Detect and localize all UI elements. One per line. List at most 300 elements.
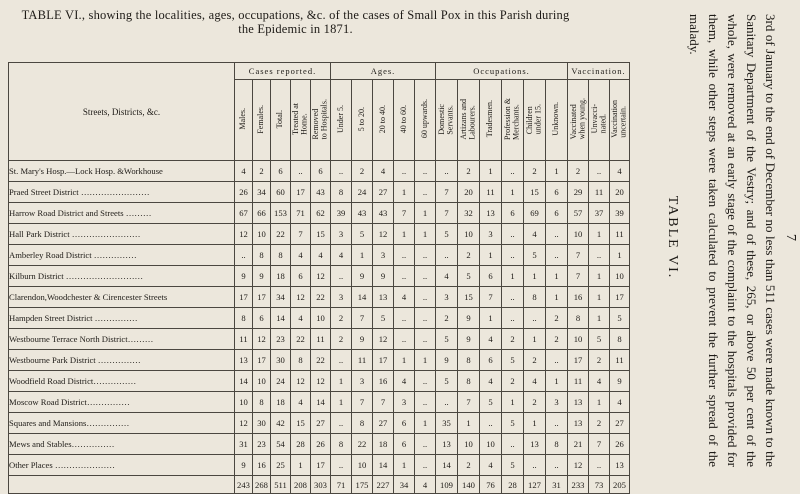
table-row	[9, 434, 630, 455]
value-cell: 5	[589, 329, 610, 350]
value-cell: 1	[394, 350, 415, 371]
value-cell: 1	[524, 413, 546, 434]
street-name-cell: Clarendon,Woodchester & Cirencester Streets	[9, 287, 235, 308]
value-cell: 8	[458, 371, 480, 392]
column-header-label: Vaccination uncertain.	[610, 100, 628, 138]
value-cell: 11	[480, 182, 502, 203]
value-cell: 1	[589, 392, 610, 413]
value-cell: 27	[311, 413, 331, 434]
value-cell: 10	[458, 224, 480, 245]
column-header	[253, 80, 271, 161]
value-cell: 2	[589, 413, 610, 434]
value-cell: 16	[253, 455, 271, 476]
value-cell: 27	[373, 413, 394, 434]
value-cell: 4	[311, 245, 331, 266]
value-cell: 1	[394, 182, 415, 203]
table-row	[9, 392, 630, 413]
value-cell: 10	[311, 308, 331, 329]
value-cell: 35	[436, 413, 458, 434]
value-cell: 21	[568, 434, 589, 455]
value-cell: 14	[373, 455, 394, 476]
value-cell: ..	[331, 161, 352, 182]
value-cell: 7	[436, 182, 458, 203]
value-cell: 26	[235, 182, 253, 203]
value-cell: 7	[568, 266, 589, 287]
value-cell: 5	[480, 392, 502, 413]
value-cell: 17	[373, 350, 394, 371]
value-cell: 5	[436, 224, 458, 245]
value-cell: 2	[546, 329, 568, 350]
total-cell: 511	[271, 476, 291, 494]
value-cell: 39	[610, 203, 630, 224]
value-cell: 8	[291, 350, 311, 371]
table-row	[9, 161, 630, 182]
total-cell: 205	[610, 476, 630, 494]
column-header	[235, 80, 253, 161]
total-cell: 71	[331, 476, 352, 494]
value-cell: 4	[291, 392, 311, 413]
value-cell: 8	[235, 308, 253, 329]
value-cell: 1	[610, 245, 630, 266]
value-cell: 4	[291, 245, 311, 266]
table-row	[9, 371, 630, 392]
value-cell: 27	[373, 182, 394, 203]
value-cell: 1	[331, 392, 352, 413]
ages-header: Ages.	[331, 63, 436, 80]
value-cell: 29	[568, 182, 589, 203]
street-name-cell: Other Places …………………	[9, 455, 235, 476]
street-name-cell: Woodfield Road District……………	[9, 371, 235, 392]
column-header-label: Children under 15.	[525, 103, 543, 135]
value-cell: 1	[291, 455, 311, 476]
total-cell: 4	[415, 476, 436, 494]
value-cell: ..	[394, 308, 415, 329]
value-cell: 9	[235, 266, 253, 287]
value-cell: 7	[458, 392, 480, 413]
value-cell: 8	[331, 182, 352, 203]
value-cell: 10	[610, 266, 630, 287]
total-cell: 76	[480, 476, 502, 494]
value-cell: 8	[271, 245, 291, 266]
total-cell: 31	[546, 476, 568, 494]
value-cell: 1	[394, 455, 415, 476]
value-cell: 28	[291, 434, 311, 455]
value-cell: 3	[394, 392, 415, 413]
column-header	[524, 80, 546, 161]
column-header-label: Domestic Servants.	[437, 103, 455, 135]
value-cell: 7	[394, 203, 415, 224]
value-cell: 9	[458, 329, 480, 350]
value-cell: 14	[436, 455, 458, 476]
value-cell: 13	[235, 350, 253, 371]
street-name-cell: Moscow Road District……………	[9, 392, 235, 413]
value-cell: ..	[502, 308, 524, 329]
value-cell: 10	[235, 392, 253, 413]
value-cell: 6	[546, 182, 568, 203]
value-cell: 4	[524, 371, 546, 392]
value-cell: 25	[271, 455, 291, 476]
value-cell: 6	[394, 434, 415, 455]
column-header	[502, 80, 524, 161]
value-cell: 2	[502, 371, 524, 392]
column-header-label: Under 5.	[335, 105, 345, 133]
body-paragraph: 3rd of January to the end of December no less than 511 cases were made known to the Sanitary Department of the Vestry; and of these, 265, or above 50 per cent of the whole, were removed at an early stage of the complaint to the hospitals provided for them, while other steps were taken calculated to prevent the further spread of the malady.	[687, 14, 778, 467]
value-cell: ..	[502, 224, 524, 245]
value-cell: 14	[271, 308, 291, 329]
value-cell: 12	[291, 371, 311, 392]
value-cell: 1	[331, 371, 352, 392]
value-cell: 37	[589, 203, 610, 224]
value-cell: 34	[253, 182, 271, 203]
column-header	[568, 80, 589, 161]
total-cell: 34	[394, 476, 415, 494]
value-cell: 10	[480, 434, 502, 455]
value-cell: 2	[524, 161, 546, 182]
table-row	[9, 329, 630, 350]
value-cell: 7	[291, 224, 311, 245]
value-cell: 34	[271, 287, 291, 308]
value-cell: 9	[373, 266, 394, 287]
value-cell: 5	[502, 350, 524, 371]
table-row	[9, 266, 630, 287]
value-cell: 6	[394, 413, 415, 434]
smallpox-cases-table	[8, 62, 630, 494]
value-cell: 4	[373, 161, 394, 182]
value-cell: 1	[458, 413, 480, 434]
value-cell: 2	[331, 329, 352, 350]
value-cell: ..	[415, 455, 436, 476]
value-cell: 10	[253, 371, 271, 392]
value-cell: 9	[352, 266, 373, 287]
value-cell: 15	[524, 182, 546, 203]
value-cell: 4	[331, 245, 352, 266]
value-cell: 22	[271, 224, 291, 245]
table-title	[8, 8, 583, 36]
value-cell: 1	[524, 266, 546, 287]
value-cell: 1	[415, 224, 436, 245]
value-cell: 8	[331, 434, 352, 455]
value-cell: ..	[524, 308, 546, 329]
occupations-header: Occupations.	[436, 63, 568, 80]
value-cell: 17	[235, 287, 253, 308]
street-column-header: Streets, Districts, &c.	[9, 63, 235, 161]
value-cell: 10	[568, 329, 589, 350]
column-header-label: 60 upwards.	[419, 99, 429, 139]
value-cell: 22	[311, 287, 331, 308]
value-cell: ..	[331, 413, 352, 434]
value-cell: 6	[480, 350, 502, 371]
value-cell: 8	[352, 413, 373, 434]
column-header-label: Tradesmen.	[485, 100, 495, 138]
value-cell: 23	[253, 434, 271, 455]
value-cell: 12	[568, 455, 589, 476]
value-cell: 5	[502, 413, 524, 434]
table-vi-heading: TABLE VI.	[665, 195, 680, 280]
value-cell: 7	[589, 434, 610, 455]
value-cell: 71	[291, 203, 311, 224]
value-cell: 5	[436, 329, 458, 350]
value-cell: 20	[458, 182, 480, 203]
value-cell: 66	[253, 203, 271, 224]
value-cell: 2	[458, 455, 480, 476]
table-row	[9, 413, 630, 434]
value-cell: 57	[568, 203, 589, 224]
value-cell: 8	[253, 245, 271, 266]
value-cell: 4	[610, 161, 630, 182]
column-header	[458, 80, 480, 161]
value-cell: 18	[271, 266, 291, 287]
value-cell: 4	[480, 329, 502, 350]
value-cell: ..	[502, 245, 524, 266]
value-cell: 10	[458, 434, 480, 455]
value-cell: 24	[352, 182, 373, 203]
value-cell: ..	[502, 161, 524, 182]
value-cell: ..	[415, 266, 436, 287]
value-cell: 2	[524, 392, 546, 413]
value-cell: 22	[311, 350, 331, 371]
street-name-cell: Harrow Road District and Streets ………	[9, 203, 235, 224]
value-cell: 2	[253, 161, 271, 182]
value-cell: ..	[415, 434, 436, 455]
table-row	[9, 224, 630, 245]
total-cell: 175	[352, 476, 373, 494]
value-cell: 5	[352, 224, 373, 245]
page-number: 7	[783, 234, 798, 241]
value-cell: ..	[589, 245, 610, 266]
value-cell: 7	[373, 392, 394, 413]
column-header	[480, 80, 502, 161]
value-cell: 9	[458, 308, 480, 329]
value-cell: 153	[271, 203, 291, 224]
value-cell: ..	[436, 161, 458, 182]
value-cell: 13	[373, 287, 394, 308]
value-cell: 12	[311, 371, 331, 392]
value-cell: 13	[568, 392, 589, 413]
value-cell: 6	[546, 203, 568, 224]
value-cell: ..	[589, 161, 610, 182]
value-cell: 6	[291, 266, 311, 287]
value-cell: ..	[331, 455, 352, 476]
value-cell: 4	[394, 371, 415, 392]
value-cell: 60	[271, 182, 291, 203]
value-cell: ..	[415, 245, 436, 266]
value-cell: 4	[436, 266, 458, 287]
value-cell: 13	[610, 455, 630, 476]
column-header	[394, 80, 415, 161]
street-name-cell: St. Mary's Hosp.—Lock Hosp. &Workhouse	[9, 161, 235, 182]
value-cell: 1	[589, 266, 610, 287]
value-cell: 8	[524, 287, 546, 308]
totals-label-cell	[9, 476, 235, 494]
value-cell: ..	[415, 371, 436, 392]
value-cell: 22	[352, 434, 373, 455]
value-cell: 13	[524, 434, 546, 455]
value-cell: 12	[373, 329, 394, 350]
value-cell: ..	[394, 329, 415, 350]
street-name-cell: Westbourne Park District ……………	[9, 350, 235, 371]
column-header	[291, 80, 311, 161]
title-line-2: the Epidemic in 1871.	[238, 22, 353, 36]
value-cell: ..	[415, 182, 436, 203]
value-cell: 1	[502, 182, 524, 203]
value-cell: 16	[568, 287, 589, 308]
total-cell: 268	[253, 476, 271, 494]
value-cell: ..	[546, 350, 568, 371]
value-cell: 11	[589, 182, 610, 203]
value-cell: 2	[524, 350, 546, 371]
value-cell: 5	[610, 308, 630, 329]
value-cell: 9	[436, 350, 458, 371]
value-cell: 11	[610, 350, 630, 371]
value-cell: 8	[610, 329, 630, 350]
value-cell: 9	[610, 371, 630, 392]
value-cell: 2	[458, 245, 480, 266]
side-text-region	[598, 0, 800, 475]
column-header	[352, 80, 373, 161]
value-cell: 3	[546, 392, 568, 413]
street-name-cell: Westbourne Terrace North District………	[9, 329, 235, 350]
value-cell: ..	[546, 413, 568, 434]
value-cell: 7	[568, 245, 589, 266]
value-cell: 7	[352, 392, 373, 413]
column-header	[271, 80, 291, 161]
value-cell: 9	[253, 266, 271, 287]
column-header-label: Males.	[238, 108, 248, 130]
value-cell: ..	[502, 287, 524, 308]
value-cell: 6	[311, 161, 331, 182]
value-cell: 2	[352, 161, 373, 182]
value-cell: 1	[415, 203, 436, 224]
column-header	[415, 80, 436, 161]
column-header-label: 40 to 60.	[398, 104, 408, 134]
table-row	[9, 308, 630, 329]
totals-row	[9, 476, 630, 494]
value-cell: 3	[331, 287, 352, 308]
column-header	[546, 80, 568, 161]
value-cell: 1	[415, 350, 436, 371]
value-cell: 4	[524, 224, 546, 245]
value-cell: 5	[524, 245, 546, 266]
value-cell: 14	[311, 392, 331, 413]
value-cell: 12	[253, 329, 271, 350]
value-cell: 13	[568, 413, 589, 434]
value-cell: 12	[373, 224, 394, 245]
value-cell: 11	[610, 224, 630, 245]
column-header-label: Artizans and Labourers.	[459, 98, 477, 140]
table-row	[9, 287, 630, 308]
street-name-cell: Kilburn District ………………………	[9, 266, 235, 287]
value-cell: 5	[436, 371, 458, 392]
column-header	[436, 80, 458, 161]
value-cell: ..	[235, 245, 253, 266]
value-cell: 1	[352, 245, 373, 266]
value-cell: ..	[546, 455, 568, 476]
total-cell: 233	[568, 476, 589, 494]
value-cell: 13	[480, 203, 502, 224]
value-cell: 6	[271, 161, 291, 182]
value-cell: 7	[352, 308, 373, 329]
value-cell: 4	[480, 371, 502, 392]
value-cell: 1	[546, 287, 568, 308]
value-cell: 1	[480, 308, 502, 329]
cases-reported-header: Cases reported.	[235, 63, 331, 80]
value-cell: 3	[436, 287, 458, 308]
value-cell: 69	[524, 203, 546, 224]
value-cell: 12	[235, 413, 253, 434]
value-cell: ..	[415, 287, 436, 308]
value-cell: 54	[271, 434, 291, 455]
value-cell: 17	[568, 350, 589, 371]
value-cell: 8	[568, 308, 589, 329]
value-cell: ..	[291, 161, 311, 182]
value-cell: ..	[436, 392, 458, 413]
value-cell: 3	[480, 224, 502, 245]
value-cell: 2	[458, 161, 480, 182]
value-cell: 11	[568, 371, 589, 392]
value-cell: 12	[311, 266, 331, 287]
column-header-label: 20 to 40.	[377, 104, 387, 134]
value-cell: 1	[589, 308, 610, 329]
value-cell: 17	[610, 287, 630, 308]
street-name-cell: Praed Street District ……………………	[9, 182, 235, 203]
value-cell: 20	[610, 182, 630, 203]
value-cell: 1	[524, 329, 546, 350]
value-cell: 67	[235, 203, 253, 224]
value-cell: 18	[271, 392, 291, 413]
value-cell: 17	[253, 350, 271, 371]
total-cell: 28	[502, 476, 524, 494]
value-cell: 12	[235, 224, 253, 245]
total-cell: 243	[235, 476, 253, 494]
table-row	[9, 245, 630, 266]
value-cell: ..	[415, 392, 436, 413]
value-cell: 11	[311, 329, 331, 350]
total-cell: 227	[373, 476, 394, 494]
value-cell: 2	[546, 308, 568, 329]
value-cell: 1	[546, 161, 568, 182]
rotated-page-text	[598, 0, 800, 475]
value-cell: 14	[352, 287, 373, 308]
value-cell: 2	[502, 329, 524, 350]
value-cell: 10	[253, 224, 271, 245]
value-cell: 22	[291, 329, 311, 350]
value-cell: 17	[253, 287, 271, 308]
value-cell: 1	[546, 266, 568, 287]
total-cell: 73	[589, 476, 610, 494]
table-row	[9, 350, 630, 371]
value-cell: 15	[458, 287, 480, 308]
value-cell: 43	[311, 182, 331, 203]
value-cell: 2	[331, 308, 352, 329]
street-name-cell: Amberley Road District ……………	[9, 245, 235, 266]
value-cell: 12	[291, 287, 311, 308]
value-cell: 17	[291, 182, 311, 203]
value-cell: 8	[253, 392, 271, 413]
value-cell: 1	[589, 287, 610, 308]
value-cell: 5	[373, 308, 394, 329]
value-cell: 7	[480, 287, 502, 308]
table-row	[9, 203, 630, 224]
value-cell: 4	[394, 287, 415, 308]
value-cell: 3	[331, 224, 352, 245]
value-cell: ..	[415, 329, 436, 350]
value-cell: 5	[458, 266, 480, 287]
total-cell: 127	[524, 476, 546, 494]
value-cell: 1	[480, 245, 502, 266]
value-cell: 62	[311, 203, 331, 224]
value-cell: 30	[271, 350, 291, 371]
value-cell: 13	[436, 434, 458, 455]
